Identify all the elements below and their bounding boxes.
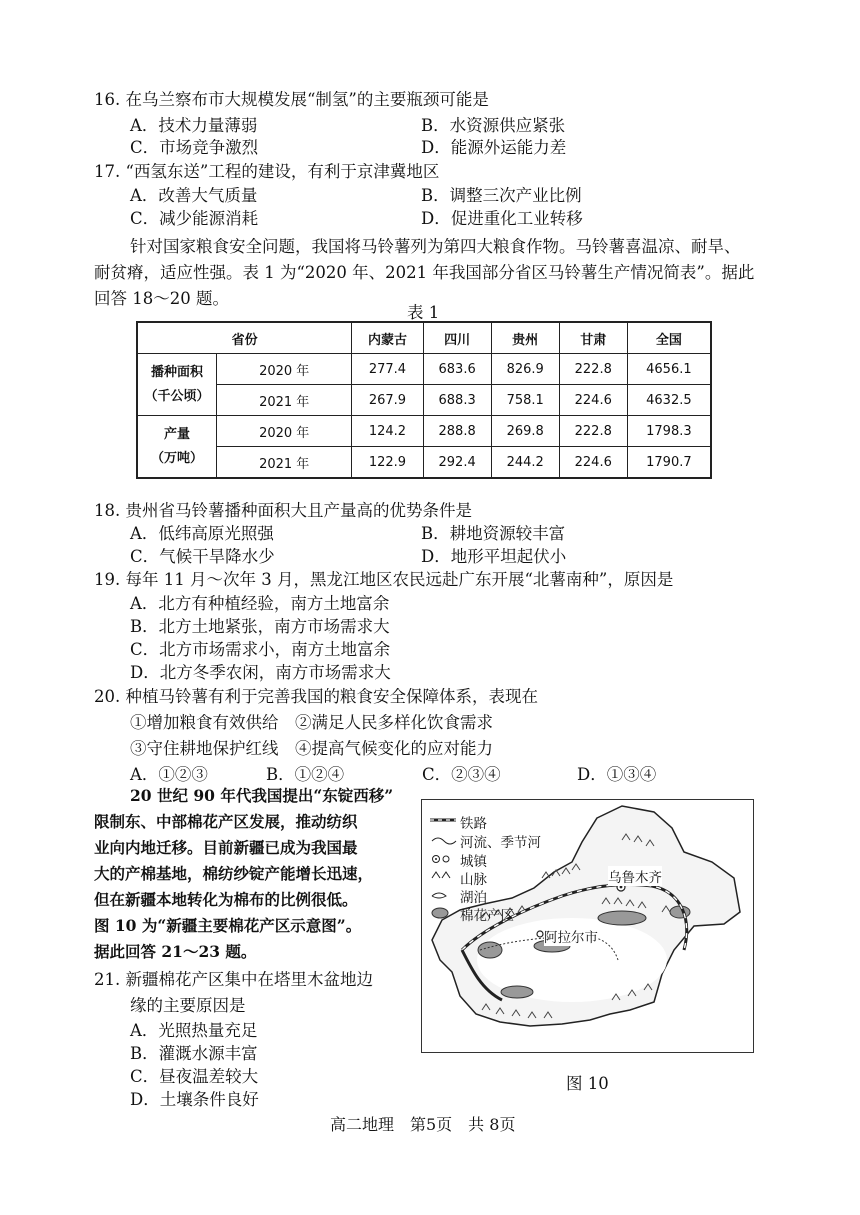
- alar-city-symbol: [537, 931, 543, 937]
- table-cell: 277.4: [352, 354, 423, 385]
- q21-stem-line1: 21. 新疆棉花产区集中在塔里木盆地边: [94, 970, 373, 989]
- area-unit: （千公顷）: [144, 388, 210, 404]
- q18-option-d: D．地形平坦起伏小: [421, 547, 567, 566]
- q20-option-c: C．②③④: [422, 765, 501, 784]
- q21-option-c: C．昼夜温差较大: [130, 1067, 259, 1086]
- table-cell: 269.8: [491, 416, 559, 447]
- urumqi-label: 乌鲁木齐: [608, 866, 662, 886]
- table-cell: 292.4: [423, 447, 491, 479]
- q20-option-b: B．①②④: [266, 765, 345, 784]
- table-row: [137, 354, 711, 385]
- legend-symbols: [430, 820, 456, 918]
- table-cell: 683.6: [423, 354, 491, 385]
- intro2-line6: 图 10 为“新疆主要棉花产区示意图”。: [94, 916, 362, 935]
- header-col: 全国: [627, 322, 711, 354]
- q21-option-d: D．土壤条件良好: [130, 1090, 259, 1109]
- year-cell: 2020 年: [217, 416, 352, 447]
- prod-label-cell: [137, 416, 217, 479]
- potato-table: [136, 321, 712, 479]
- q21-option-a: A．光照热量充足: [130, 1021, 258, 1040]
- year-cell: 2021 年: [217, 447, 352, 479]
- q19-option-a: A．北方有种植经验，南方土地富余: [130, 594, 390, 613]
- year-cell: 2020 年: [217, 354, 352, 385]
- q17-option-a: A．改善大气质量: [130, 186, 258, 205]
- table-cell: 222.8: [559, 416, 627, 447]
- table-cell: 267.9: [352, 385, 423, 416]
- q16-option-b: B．水资源供应紧张: [421, 116, 566, 135]
- table-cell: 124.2: [352, 416, 423, 447]
- table-caption: 表 1: [407, 303, 440, 322]
- legend-mountain: 山脉: [460, 872, 487, 888]
- q19-stem: 19. 每年 11 月～次年 3 月，黑龙江地区农民远赴广东开展“北薯南种”，原因是: [94, 570, 674, 589]
- legend-town: 城镇: [460, 854, 487, 870]
- q19-option-c: C．北方市场需求小，南方土地富余: [130, 640, 391, 659]
- q16-option-d: D．能源外运能力差: [421, 138, 567, 157]
- header-col: 甘肃: [559, 322, 627, 354]
- alar-label: 阿拉尔市: [544, 926, 598, 946]
- header-col: 贵州: [491, 322, 559, 354]
- table-cell: 1798.3: [627, 416, 711, 447]
- legend-cotton-area: 棉花产区: [460, 908, 514, 924]
- table-cell: 224.6: [559, 447, 627, 479]
- legend-river: 河流、季节河: [460, 835, 541, 851]
- intro2-line1: 20 世纪 90 年代我国提出“东锭西移”: [130, 786, 394, 805]
- q21-option-b: B．灌溉水源丰富: [130, 1044, 258, 1063]
- table-cell: 758.1: [491, 385, 559, 416]
- table-cell: 4656.1: [627, 354, 711, 385]
- q16-stem: 16. 在乌兰察布市大规模发展“制氢”的主要瓶颈可能是: [94, 90, 489, 109]
- area-label-cell: [137, 354, 217, 416]
- q20-statement-1: ①增加粮食有效供给 ②满足人民多样化饮食需求: [130, 713, 493, 732]
- intro1-line3: 回答 18～20 题。: [94, 289, 229, 308]
- header-province: 省份: [137, 322, 352, 354]
- q21-stem-line2: 缘的主要原因是: [130, 996, 246, 1015]
- header-col: 内蒙古: [352, 322, 423, 354]
- q16-option-c: C．市场竞争激烈: [130, 138, 259, 157]
- table-cell: 826.9: [491, 354, 559, 385]
- intro2-line4: 大的产棉基地，棉纺纱锭产能增长迅速，: [94, 864, 374, 883]
- q18-option-a: A．低纬高原光照强: [130, 524, 274, 543]
- intro2-line2: 限制东、中部棉花产区发展，推动纺织: [94, 812, 358, 831]
- table-row: [137, 385, 711, 416]
- q20-option-d: D．①③④: [577, 765, 657, 784]
- q17-stem: 17. “西氢东送”工程的建设，有利于京津冀地区: [94, 162, 440, 181]
- table-cell: 224.6: [559, 385, 627, 416]
- table-cell: 244.2: [491, 447, 559, 479]
- q18-option-c: C．气候干旱降水少: [130, 547, 275, 566]
- q17-option-b: B．调整三次产业比例: [421, 186, 582, 205]
- xinjiang-cotton-map: [421, 799, 754, 1053]
- legend-lake: 湖泊: [460, 890, 487, 906]
- intro2-line7: 据此回答 21～23 题。: [94, 942, 257, 961]
- q20-option-a: A．①②③: [130, 765, 208, 784]
- figure-caption: 图 10: [566, 1074, 609, 1093]
- q18-option-b: B．耕地资源较丰富: [421, 524, 566, 543]
- table-cell: 4632.5: [627, 385, 711, 416]
- table-row: [137, 416, 711, 447]
- header-col: 四川: [423, 322, 491, 354]
- prod-unit: （万吨）: [150, 450, 203, 466]
- table-cell: 688.3: [423, 385, 491, 416]
- intro1-line1: 针对国家粮食安全问题，我国将马铃薯列为第四大粮食作物。马铃薯喜温凉、耐旱、: [130, 237, 741, 256]
- table-cell: 288.8: [423, 416, 491, 447]
- intro1-line2: 耐贫瘠，适应性强。表 1 为“2020 年、2021 年我国部分省区马铃薯生产情况简表”。据此: [94, 263, 755, 282]
- q19-option-b: B．北方土地紧张，南方市场需求大: [130, 617, 390, 636]
- year-cell: 2021 年: [217, 385, 352, 416]
- q20-stem: 20. 种植马铃薯有利于完善我国的粮食安全保障体系，表现在: [94, 687, 538, 706]
- table-cell: 122.9: [352, 447, 423, 479]
- q17-option-c: C．减少能源消耗: [130, 209, 259, 228]
- table-cell: 222.8: [559, 354, 627, 385]
- q20-statement-2: ③守住耕地保护红线 ④提高气候变化的应对能力: [130, 739, 493, 758]
- prod-label: 产量: [163, 426, 190, 442]
- table-cell: 1790.7: [627, 447, 711, 479]
- intro2-line3: 业向内地迁移。目前新疆已成为我国最: [94, 838, 358, 857]
- page-footer: 高二地理 第5页 共 8页: [330, 1115, 516, 1134]
- q19-option-d: D．北方冬季农闲，南方市场需求大: [130, 663, 391, 682]
- q17-option-d: D．促进重化工业转移: [421, 209, 583, 228]
- intro2-line5: 但在新疆本地转化为棉布的比例很低。: [94, 890, 358, 909]
- area-label: 播种面积: [150, 364, 203, 380]
- legend-railway: 铁路: [460, 816, 487, 832]
- table-row: [137, 447, 711, 479]
- q16-option-a: A．技术力量薄弱: [130, 116, 258, 135]
- q18-stem: 18. 贵州省马铃薯播种面积大且产量高的优势条件是: [94, 501, 472, 520]
- table-header-row: [137, 322, 711, 354]
